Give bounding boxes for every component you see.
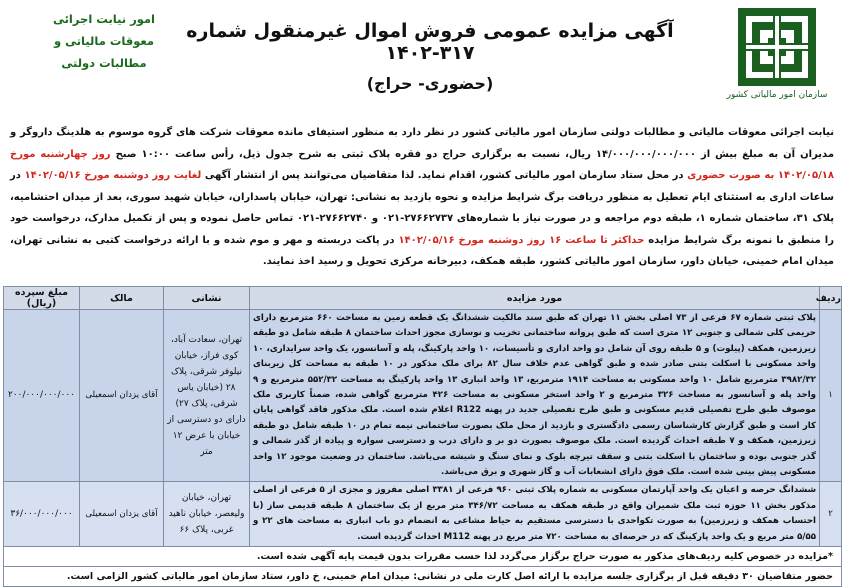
row-owner: آقای یزدان اسمعیلی [80, 310, 164, 482]
row-index: ۲ [820, 482, 842, 547]
intro-text-2: در محل ستاد سازمان امور مالیاتی کشور، اقدام نماید. لذا متقاضیان می‌توانند پس از انتشار آگهی [204, 170, 684, 181]
note-row-2 [4, 567, 842, 587]
header [0, 0, 844, 118]
row-deposit: ۳۶/۰۰۰/۰۰۰/۰۰۰ [4, 482, 80, 547]
intro-text-1: نیابت اجرائی معوقات مالیاتی و مطالبات دولتی سازمان امور مالیاتی کشور در نظر دارد به منظور استیفای مانده معوقات شرکت های گروه موسوم به هلدینگ داروگر و مدیران آن به مبلغ بیش از ۱۴/۰۰۰/۰۰۰/۰۰۰/۰۰۰ ریال، نسبت به برگزاری حراج دو فقره پلاک ثبتی به شرح جدول ذیل، رأس ساعت ۱۰:۰۰ صبح [10, 127, 835, 160]
auction-note: *مزایده در خصوص کلیه ردیف‌های مذکور به صورت حراج برگزار می‌گردد لذا حسب مقررات بدون قیمت پایه آگهی شده است. [4, 547, 842, 567]
header-deposit: مبلغ سپرده (ریال) [4, 287, 80, 310]
intro-text-3: در ساعات اداری به استثنای ایام تعطیل به منظور دریافت برگ شرایط مزایده و نحوه بازدید به نشانی: تهران، خیابان پاسداران، خیابان شهید سوری، بعد از میدان احتشامیه، پلاک ۳۱، ساختمان شماره ۱، طبقه دوم مراجعه و در صورت نیاز با شماره‌های ۲۷۶۶۲۷۳۷-۰۲۱ و ۲۷۶۶۲۷۴۰-۰۲۱ تماس حاصل نموده و پس از تکمیل مدارک، درخواست خود را منطبق با نمونه برگ شرایط مزایده [10, 170, 834, 246]
unit-line-1: امور نیابت اجرائی [52, 12, 155, 26]
deadline-date: لغایت روز دوشنبه مورخ ۱۴۰۲/۰۵/۱۶ [24, 170, 202, 181]
submission-deadline: حداکثر تا ساعت ۱۶ روز دوشنبه مورخ ۱۴۰۲/۰۵/۱۶ [398, 234, 645, 246]
row-deposit: ۲۰۰/۰۰۰/۰۰۰/۰۰۰ [4, 310, 80, 482]
unit-line-2: معوقات مالیاتی و [53, 34, 155, 48]
header-description: مورد مزایده [250, 287, 820, 310]
table-row [4, 482, 842, 547]
row-address: تهران، خیابان ولیعصر، خیابان ناهید غربی، پلاک ۶۶ [164, 482, 250, 547]
row-description: ششدانگ حرصه و اعیان یک واحد آپارتمان مسکونی به شماره پلاک ثبتی ۹۶۰ فرعی از ۳۳۸۱ اصلی مفروز و مجزی از ۵ فرعی از اصلی مذکور بخش ۱۱ حوزه ثبت ملک شمیران واقع در طبقه همکف به مساحت ۳۴۶/۷۲ متر مربع از یک ساختمان ۸ طبقه قدیمی ساز (با احتساب همکف و زیرزمین) به صورت تکواحدی با دسترسی مستقیم به حیاط مشاعی به انضمام دو باب انباری به مساحت های ۲۲ و ۵/۵۵ متر مربع و یک واحد پارکینگ که در حرصه‌ای به مساحت ۷۲۰ متر مربع در پهنه M112 احداث گردیده است. [250, 482, 820, 547]
unit-line-3: مطالبات دولتی [61, 56, 147, 70]
row-address: تهران، سعادت آباد، کوی فراز، خیابان نیلوفر شرقی، پلاک ۲۸ (خیابان یاس شرقی، پلاک ۲۷) دارای دو دسترسی از خیابان با عرض ۱۲ متر [164, 310, 250, 482]
intro-paragraph [10, 122, 834, 273]
tax-organization-logo-icon [736, 6, 818, 88]
row-index: ۱ [820, 310, 842, 482]
header-index: ردیف [820, 287, 842, 310]
table-row [4, 310, 842, 482]
header-address: نشانی [164, 287, 250, 310]
unit-name [45, 8, 163, 74]
row-description: پلاک ثبتی شماره ۶۷ فرعی از ۷۳ اصلی بخش ۱۱ تهران که طبق سند مالکیت ششدانگ یک قطعه زمین به مساحت ۶۶۰ مترمربع دارای حریمی کلی شمالی و جنوبی ۱۲ متری است که طبق پروانه ساختمانی تخریب و نوسازی مجوز احداث ساختمان ۸ طبقه شامل دو طبقه زیرزمین، همکف (پیلوت) و ۵ طبقه روی آن شامل دو واحد اداری و تأسیسات، ۱۰ واحد پارکینگ، پله و آسانسور، یک واحد سرایداری، ۱۰ واحد مسکونی با اسکلت بتنی صادر شده و طبق گواهی عدم خلاف سال ۸۲ برای ملک مذکور در ۱۰ طبقه به مساحت کل زیربنای ۳۹۸۲/۳۲ مترمربع شامل ۱۰ واحد مسکونی به مساحت ۱۹۱۴ مترمربع، ۱۳ واحد انباری ۱۳ واحد پارکینگ به مساحت ۵۵۲/۳۲ مترمربع و ۹ واحد پله و آسانسور به مساحت ۳۲۶ مترمربع و ۲ واحد استخر مسکونی به مساحت ۴۲۶ مترمربع گواهی شده، ضمناً کاربری ملک موصوف طبق طرح تفصیلی قدیم مسکونی و طبق طرح تفصیلی جدید در پهنه R122 اعلام شده است. ملک مذکور فاقد گواهی پایان کار است و طبق گزارش کارشناسان رسمی دادگستری و بازدید از محل ملک بصورت ساختمانی نیمه تمام در ۱۰ طبقه شامل دو طبقه زیرزمین، همکف و ۷ طبقه احداث گردیده است. ملک موصوف بصورت دو بر و دارای درب و دسترسی سواره و پیاده از گذر شمالی و گذر جنوبی بوده و ساختمان با اسکلت بتنی و سقف تیرچه بلوک و نمای سنگ و شیشه می‌باشد. ساختمان در وضعیت موجود ۱۲ واحد مسکونی پیش بینی شده است. ملک فوق دارای انشعابات آب و گاز شهری و برق می‌باشد. [250, 310, 820, 482]
title-block [150, 20, 710, 93]
logo-caption: سازمان امور مالیاتی کشور [726, 90, 828, 100]
note-row-1 [4, 547, 842, 567]
row-owner: آقای یزدان اسمعیلی [80, 482, 164, 547]
auction-date: روز چهارشنبه مورخ ۱۴۰۲/۰۵/۱۸ به صورت حضوری [10, 148, 834, 181]
auction-table [3, 286, 841, 587]
logo [724, 6, 830, 110]
intro-text-4: در پاکت دربسته و مهر و موم شده و با ارائه درخواست کتبی به نشانی تهران، میدان امام خمینی، خیابان داور، سازمان امور مالیاتی کشور، طبقه همکف، دبیرخانه مرکزی تحویل و رسید اخذ نمایند. [10, 234, 834, 267]
page-title: آگهی مزایده عمومی فروش اموال غیرمنقول شماره ۳۱۷-۱۴۰۲ [186, 20, 674, 64]
header-owner: مالک [80, 287, 164, 310]
table-header-row [4, 287, 842, 310]
attendance-note: حضور متقاضیان ۳۰ دقیقه قبل از برگزاری جلسه مزایده با ارائه اصل کارت ملی در نشانی: میدان امام خمینی، خ داور، ستاد سازمان امور مالیاتی کشور الزامی است. [4, 567, 842, 587]
page-subtitle: (حضوری- حراج) [366, 74, 494, 93]
